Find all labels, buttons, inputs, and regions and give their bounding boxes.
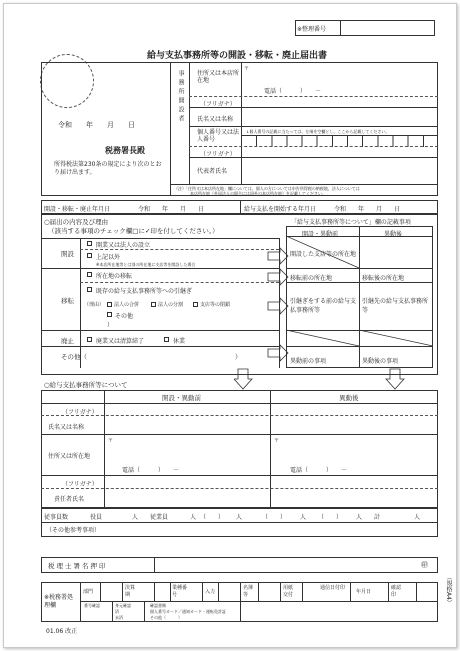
tax-accountant-label: 税理士署名押印 — [48, 562, 108, 570]
paper-size-label: （規格A4） — [445, 574, 452, 606]
group-2-unit: 人 — [300, 514, 307, 521]
office-table — [41, 390, 438, 508]
docs-label: 確認書類 — [150, 603, 166, 608]
seal-mark: ㊞ — [421, 561, 428, 569]
map-col-before: 開設・異動前 — [302, 231, 339, 238]
office-section-heading: ○給与支払事務所等について — [44, 381, 128, 389]
divider — [189, 146, 438, 147]
check-opt-2[interactable] — [87, 253, 92, 258]
officers-label: 役員 — [90, 514, 103, 521]
address-label: 住所又は本店所在地 — [197, 70, 240, 84]
col-industry: 業種番号 — [172, 585, 188, 598]
check-opt-4b[interactable] — [151, 302, 156, 307]
staff-label: 従業員 — [150, 514, 169, 521]
col-confirm: 確認印 — [391, 585, 402, 598]
name-label: 氏名又は名称 — [197, 116, 234, 123]
divider — [41, 403, 438, 404]
cat-close: 廃止 — [61, 337, 74, 345]
id-number-note: ↓個人番号の記載に当たっては、左端を空欄とし、ここから記載してください。 — [246, 129, 390, 134]
divider — [170, 582, 171, 601]
col-dept: 部門 — [83, 589, 94, 595]
check-opt-4[interactable] — [87, 287, 92, 292]
footnote-1: （注）「住所又は本店所在地」欄については、個人の方については申告所得税の納税地、法人については — [174, 186, 360, 191]
group-3: （ ） — [318, 514, 343, 521]
divider — [80, 582, 81, 622]
identity-no: 未済 — [115, 615, 123, 620]
reasons-heading: ○届出の内容及び理由 — [44, 218, 109, 226]
map-r4-before: 異動前の事項 — [290, 358, 327, 365]
responsible-furigana: （フリガナ） — [62, 481, 98, 488]
opt-4b-label: 法人の分割 — [158, 302, 184, 308]
open-date-label: 開設・移転・廃止年月日 — [44, 206, 111, 213]
map-r3-before: 引継ぎをする前の給与支払事務所等 — [290, 298, 357, 314]
rep-furigana-label: （フリガナ） — [200, 151, 236, 158]
open-date-value[interactable]: 令和 年 月 日 — [138, 206, 205, 213]
divider — [189, 107, 438, 108]
col-fiscal: 決算期 — [125, 585, 136, 598]
divider — [112, 601, 113, 622]
office-col-after: 異動後 — [339, 394, 359, 402]
divider — [189, 96, 438, 97]
divider — [202, 582, 203, 601]
version-label: 01.06 改正 — [46, 628, 78, 635]
group-2: （ ） — [262, 514, 287, 521]
check-opt-3[interactable] — [87, 272, 92, 277]
identity-check: 身元確認 — [115, 603, 131, 608]
form-sheet — [3, 3, 457, 648]
docs-other: その他（ ） — [150, 615, 182, 620]
tax-office-label: 税務署長殿 — [105, 146, 145, 155]
divider — [280, 582, 281, 601]
cat-other-close: ） — [235, 353, 242, 361]
docs-types: 個人番号カード／通知カード・運転免許証 — [150, 609, 226, 614]
office-postal-before: 〒 — [108, 438, 114, 444]
divider — [189, 62, 190, 184]
office-col-before: 開設・異動前 — [162, 394, 201, 402]
office-phone-before: 電話（ ） － — [122, 467, 180, 474]
mapping-arrows — [266, 238, 290, 368]
opt-4c-label: 支店等の閉鎖 — [200, 302, 231, 308]
map-r4-after: 異動後の事項 — [362, 358, 399, 365]
map-r2-after: 移転後の所在地 — [362, 275, 405, 282]
divider — [416, 582, 417, 601]
total-label: 計 — [374, 514, 381, 521]
phone-label: 電話（ ） － — [264, 88, 322, 95]
group-1: （ ） — [200, 514, 225, 521]
cat-other: その他（ — [61, 353, 87, 361]
office-furigana: （フリガナ） — [62, 409, 98, 416]
opt-4d-paren: ） — [107, 322, 114, 329]
form-title: 給与支払事務所等の開設・移転・廃止届出書 — [147, 51, 328, 61]
divider — [41, 330, 279, 331]
col-date: 年月日 — [356, 589, 372, 595]
divider — [170, 62, 171, 196]
check-opt-4c[interactable] — [193, 302, 198, 307]
divider — [80, 238, 81, 368]
divider — [189, 126, 438, 127]
id-check: 番号確認 — [84, 603, 100, 608]
staff-unit: 人 — [190, 514, 197, 521]
divider — [154, 557, 155, 573]
office-address: 住所又は所在地 — [48, 453, 91, 460]
divider — [170, 184, 438, 185]
divider — [41, 475, 438, 476]
office-phone-after: 電話（ ） － — [290, 467, 348, 474]
divider — [350, 582, 351, 601]
reasons-instruction: （該当する事項のチェック欄□に✓印を付してください。） — [48, 227, 219, 235]
office-name: 氏名又は名称 — [48, 424, 85, 431]
divider — [122, 582, 123, 601]
opt-2-note: ※本店所在地等とは別の所在地に支店等を開設した場合 — [96, 262, 196, 267]
check-opt-4d[interactable] — [107, 312, 112, 317]
cat-open: 開設 — [61, 250, 74, 258]
divider — [41, 238, 279, 239]
map-r2-before: 移転前の所在地 — [290, 275, 333, 282]
check-opt-1[interactable] — [87, 241, 92, 246]
check-opt-6[interactable] — [164, 337, 169, 342]
id-number-label: 個人番号又は法人番号 — [197, 129, 240, 143]
opt-3-label: 所在地の移転 — [96, 273, 133, 280]
divider — [258, 582, 259, 601]
office-founder-label: 事務所開設者 — [177, 70, 184, 124]
group-1-unit: 人 — [236, 514, 243, 521]
opt-2-label: 上記以外 — [96, 254, 121, 261]
divider — [189, 157, 438, 158]
map-col-after: 異動後 — [384, 231, 403, 238]
divider — [80, 249, 279, 250]
officers-unit: 人 — [132, 514, 139, 521]
rep-name-label: 代表者氏名 — [197, 168, 228, 175]
divider — [41, 488, 438, 489]
divider — [41, 522, 438, 523]
right-table-heading: 「給与支払事務所等について」欄の記載事項 — [291, 219, 411, 226]
submission-date: 令和 年 月 日 — [58, 121, 135, 129]
responsible-label: 責任者氏名 — [54, 496, 85, 503]
submission-statement: 所得税法第230条の規定により次のとおり届け出ます。 — [54, 161, 162, 176]
office-postal-after: 〒 — [274, 438, 280, 444]
divider — [302, 582, 303, 601]
opt-1-label: 開業又は法人の設立 — [96, 242, 151, 249]
divider — [80, 601, 438, 602]
opt-4a-label: 法人の合併 — [114, 302, 140, 308]
divider — [41, 268, 279, 269]
divider — [388, 582, 389, 601]
office-use-label: ※税務署処理欄 — [44, 594, 74, 609]
col-date-stamp: 通信日付印 — [320, 585, 346, 591]
map-r1-after: 開設した支店等の所在地 — [290, 251, 357, 258]
furigana-label: （フリガナ） — [200, 101, 236, 108]
col-input: 入力 — [205, 589, 216, 595]
divider — [240, 200, 241, 214]
divider — [340, 20, 341, 36]
pay-start-date-value[interactable]: 令和 年 月 日 — [334, 206, 401, 213]
opt-4d-label: その他 — [115, 313, 134, 320]
group-3-unit: 人 — [356, 514, 363, 521]
check-opt-5[interactable] — [87, 337, 92, 342]
identity-yes: 済 — [115, 609, 119, 614]
col-register: 名簿等 — [243, 585, 254, 598]
reference-label: ※整理番号 — [297, 26, 327, 33]
opt-4-reason-label: （理由） — [84, 302, 105, 308]
divider — [240, 601, 241, 622]
cat-move: 移転 — [61, 297, 74, 305]
check-opt-4a[interactable] — [107, 302, 112, 307]
divider — [218, 582, 219, 601]
map-r3-after: 引継先の給与支払事務所等 — [362, 298, 429, 314]
col-issue: 用紙交付 — [283, 585, 294, 598]
divider — [241, 62, 242, 184]
divider — [100, 582, 101, 601]
opt-5-label: 廃業又は清算結了 — [96, 338, 145, 345]
divider — [144, 601, 145, 622]
footnote-2: 本店所在地（外国法人の場合には国外の本店所在地）を記載してください。 — [190, 191, 326, 196]
postal-mark: 〒 — [244, 66, 250, 72]
divider — [154, 582, 155, 601]
divider — [80, 282, 279, 283]
employees-label: 従事員数 — [44, 514, 69, 521]
divider — [41, 346, 279, 347]
divider — [41, 434, 438, 435]
opt-4-label: 既存の給与支払事務所等への引継ぎ — [96, 288, 193, 295]
divider — [41, 415, 438, 416]
pay-start-date-label: 給与支払を開始する年月日 — [244, 206, 317, 213]
diagonal-strikes — [286, 236, 433, 368]
other-reference: （その他参考事項） — [46, 527, 101, 534]
opt-6-label: 休業 — [173, 338, 186, 345]
divider — [270, 390, 271, 508]
total-unit: 人 — [414, 514, 421, 521]
divider — [104, 390, 105, 508]
divider — [240, 582, 241, 601]
down-arrows — [234, 367, 414, 391]
